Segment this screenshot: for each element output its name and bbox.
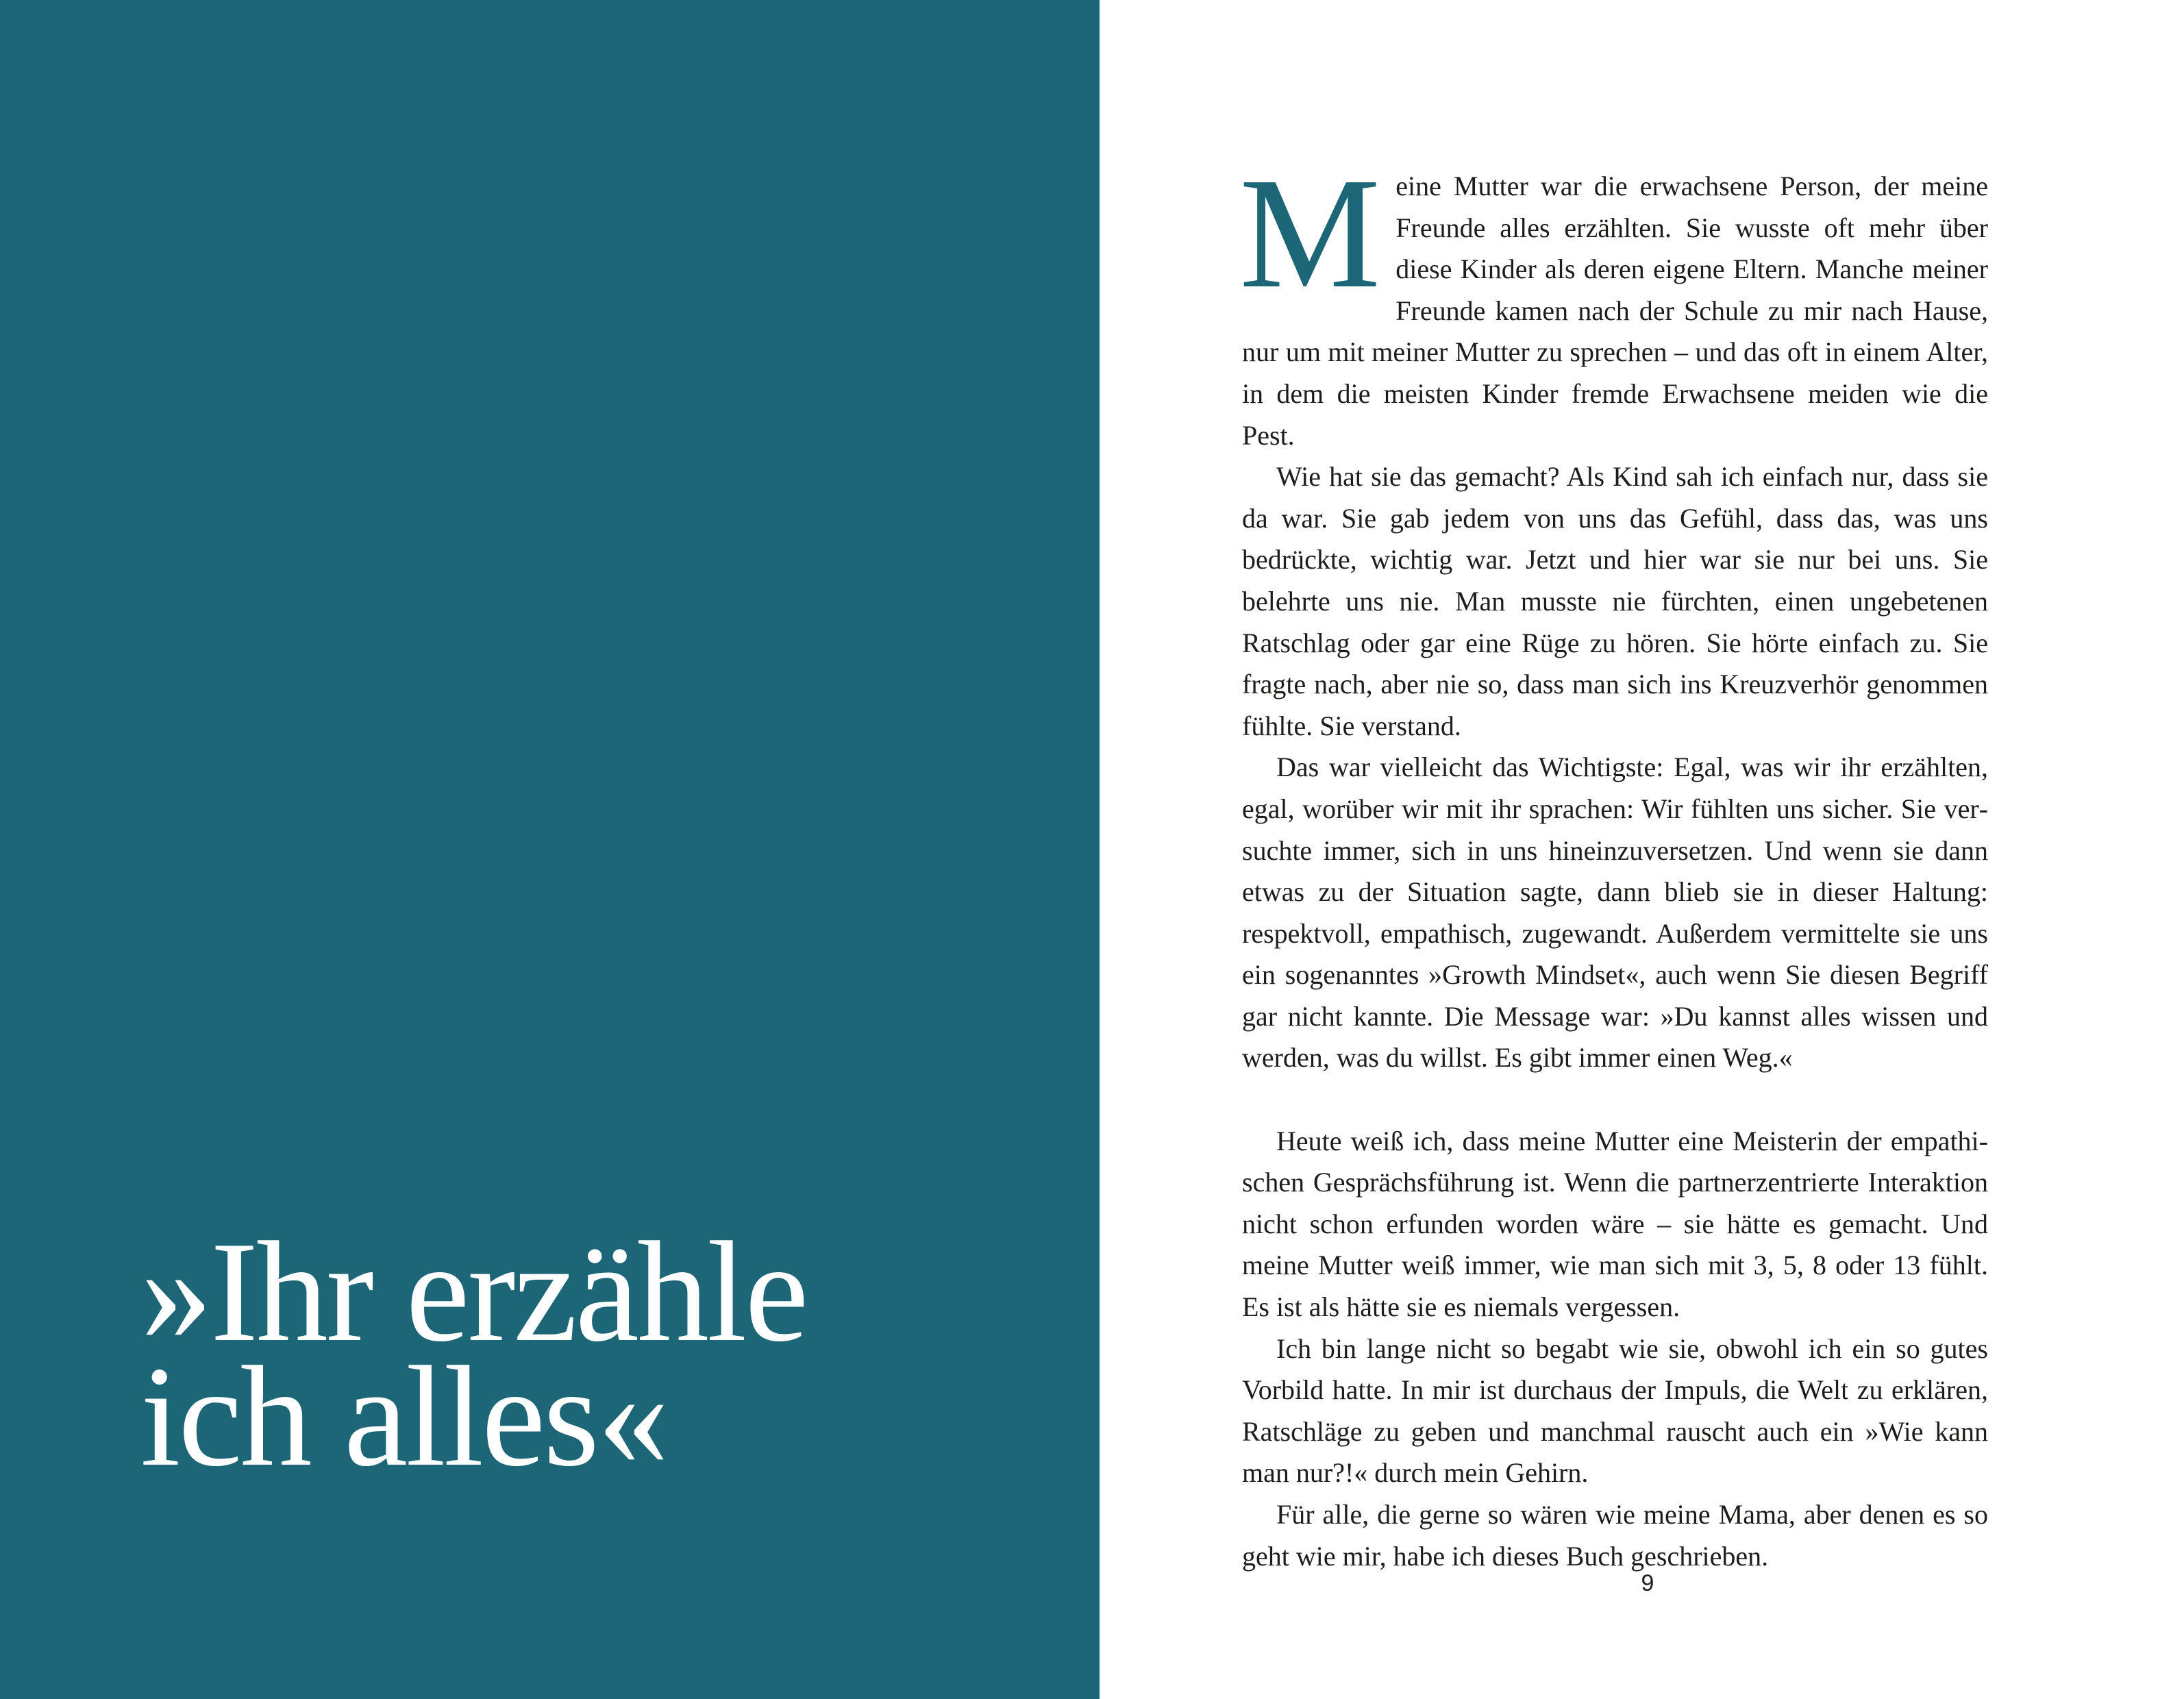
chapter-title-line-2: ich alles« [140,1337,667,1496]
chapter-title [140,1213,1031,1496]
paragraph-3: Das war vielleicht das Wichtigste: Egal, was wir ihr erzählten, egal, worüber wir mit ihr sprachen: Wir fühlten uns sicher. Sie versuchte immer, sich in uns hineinzuversetzen. Und wenn sie dann etwas zu der Situation sagte, dann blieb sie in dieser Haltung: respektvoll, empathisch, zugewandt. Außerdem vermittelte sie uns ein sogenanntes »Growth Mindset«, auch wenn Sie diesen Begriff gar nicht kannte. Die Message war: »Du kannst alles wissen und werden, was du willst. Es gibt immer einen Weg.« [1242,752,1988,1074]
paragraph-5: Ich bin lange nicht so begabt wie sie, obwohl ich ein so gutes Vorbild hatte. In mir ist durchaus der Impuls, die Welt zu erklären, Ratschläge zu geben und manchmal rauscht auch ein »Wie kann man nur?!« durch mein Gehirn. [1242,1332,1988,1489]
paragraph-1-text: eine Mutter war die erwachsene Person, der meine Freunde alles erzählten. Sie wusste oft mehr über diese Kinder als deren eigene Eltern. Manche meiner Freunde kamen nach der Schule zu mir nach Hause, nur um mit meiner Mutter zu sprechen – und das oft in einem Alter, in dem die meisten Kinder fremde Erwachsene meiden wie die Pest. [1242,171,1988,451]
chapter-title-line-1: »Ihr erzähle [140,1213,807,1372]
body-text [1239,145,1988,1577]
paragraph-6: Für alle, die gerne so wären wie meine Mama, aber denen es so geht wie mir, habe ich dieses Buch geschrieben. [1242,1499,1988,1572]
page-number: 9 [1641,1570,1654,1596]
drop-cap: M [1239,145,1381,321]
paragraph-2: Wie hat sie das gemacht? Als Kind sah ich einfach nur, dass sie da war. Sie gab jedem von uns das Gefühl, dass das, was uns bedrückte, wichtig war. Jetzt und hier war sie nur bei uns. Sie belehrte uns nie. Man musste nie fürchten, einen ungebetenen Ratschlag oder gar eine Rüge zu hören. Sie hörte einfach zu. Sie fragte nach, aber nie so, dass man sich ins Kreuzverhör genommen fühlte. Sie verstand. [1242,461,1988,741]
paragraph-4: Heute weiß ich, dass meine Mutter eine Meisterin der empathischen Gesprächsführung ist. Wenn die partnerzentrierte Interaktion nicht schon erfunden worden wäre – sie hätte es gemacht. Und meine Mutter weiß immer, wie man sich mit 3, 5, 8 oder 13 fühlt. Es ist als hätte sie es niemals vergessen. [1242,1125,1988,1323]
paragraph-1 [1239,145,1988,456]
text-page [1100,0,2184,1699]
